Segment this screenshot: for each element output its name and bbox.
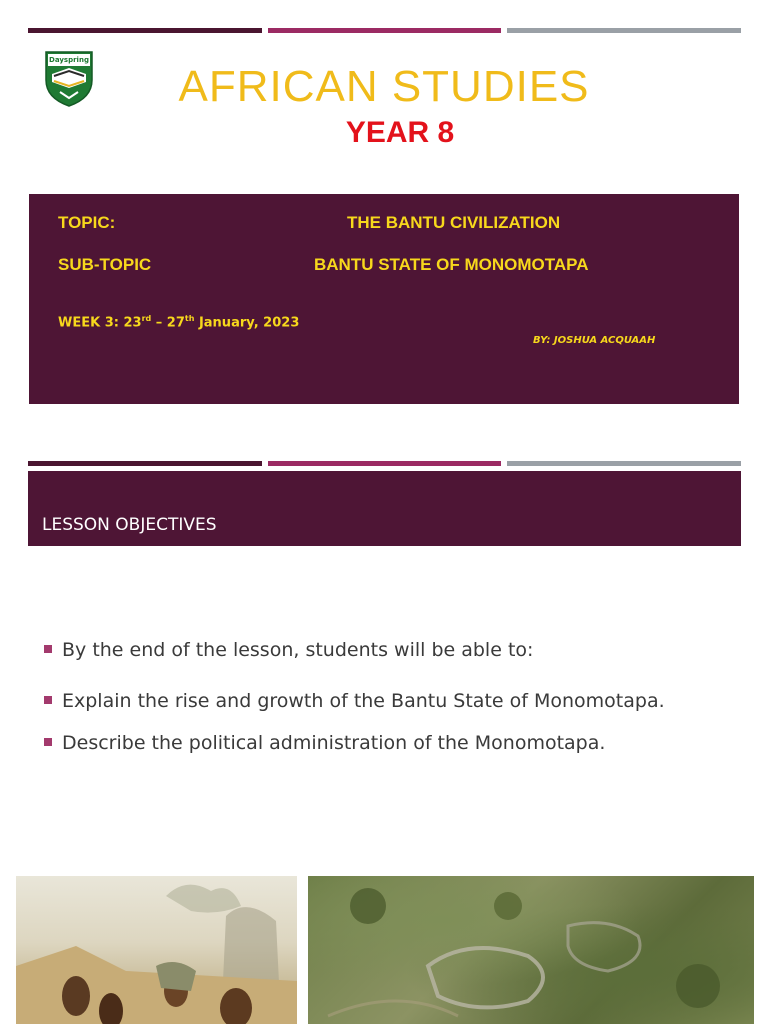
bullet-square-icon — [44, 696, 52, 704]
objective-text: Explain the rise and growth of the Bantu State of Monomotapa. — [62, 690, 665, 712]
week-sup-rd: rd — [141, 314, 152, 323]
objectives-header — [28, 471, 741, 546]
top-bar-magenta — [268, 28, 501, 33]
section-bar-maroon — [28, 461, 262, 466]
bantu-village-illustration — [16, 876, 297, 1024]
topic-value: THE BANTU CIVILIZATION — [347, 213, 561, 232]
subtopic-value: BANTU STATE OF MONOMOTAPA — [314, 255, 589, 274]
topic-box — [29, 194, 739, 404]
page-title: AFRICAN STUDIES — [178, 62, 590, 111]
great-zimbabwe-aerial-photo — [308, 876, 754, 1024]
objective-text: Describe the political administration of the Monomotapa. — [62, 732, 606, 754]
week-date — [58, 314, 299, 330]
bullet-square-icon — [44, 645, 52, 653]
logo-text: Dayspring — [49, 56, 89, 64]
week-sup-th: th — [184, 314, 195, 323]
top-bar-grey — [507, 28, 741, 33]
section-bar-magenta — [268, 461, 501, 466]
bullet-square-icon — [44, 738, 52, 746]
year-subtitle: YEAR 8 — [345, 116, 455, 149]
topic-label: TOPIC: — [58, 213, 116, 232]
objective-item — [44, 690, 665, 712]
objective-item — [44, 732, 605, 754]
objective-text: By the end of the lesson, students will be able to: — [62, 639, 534, 661]
week-middle: – 27 — [151, 315, 185, 331]
section-bar-grey — [507, 461, 741, 466]
author-credit: BY: JOSHUA ACQUAAH — [533, 335, 656, 346]
top-bar-maroon — [28, 28, 262, 33]
week-prefix: WEEK 3: 23 — [58, 315, 142, 331]
subtopic-label: SUB-TOPIC — [58, 255, 152, 274]
week-suffix: January, 2023 — [194, 315, 300, 331]
ruins-aerial-icon — [308, 876, 754, 1024]
objectives-title: LESSON OBJECTIVES — [42, 515, 217, 535]
objective-item — [44, 639, 533, 661]
village-scene-icon — [16, 876, 297, 1024]
